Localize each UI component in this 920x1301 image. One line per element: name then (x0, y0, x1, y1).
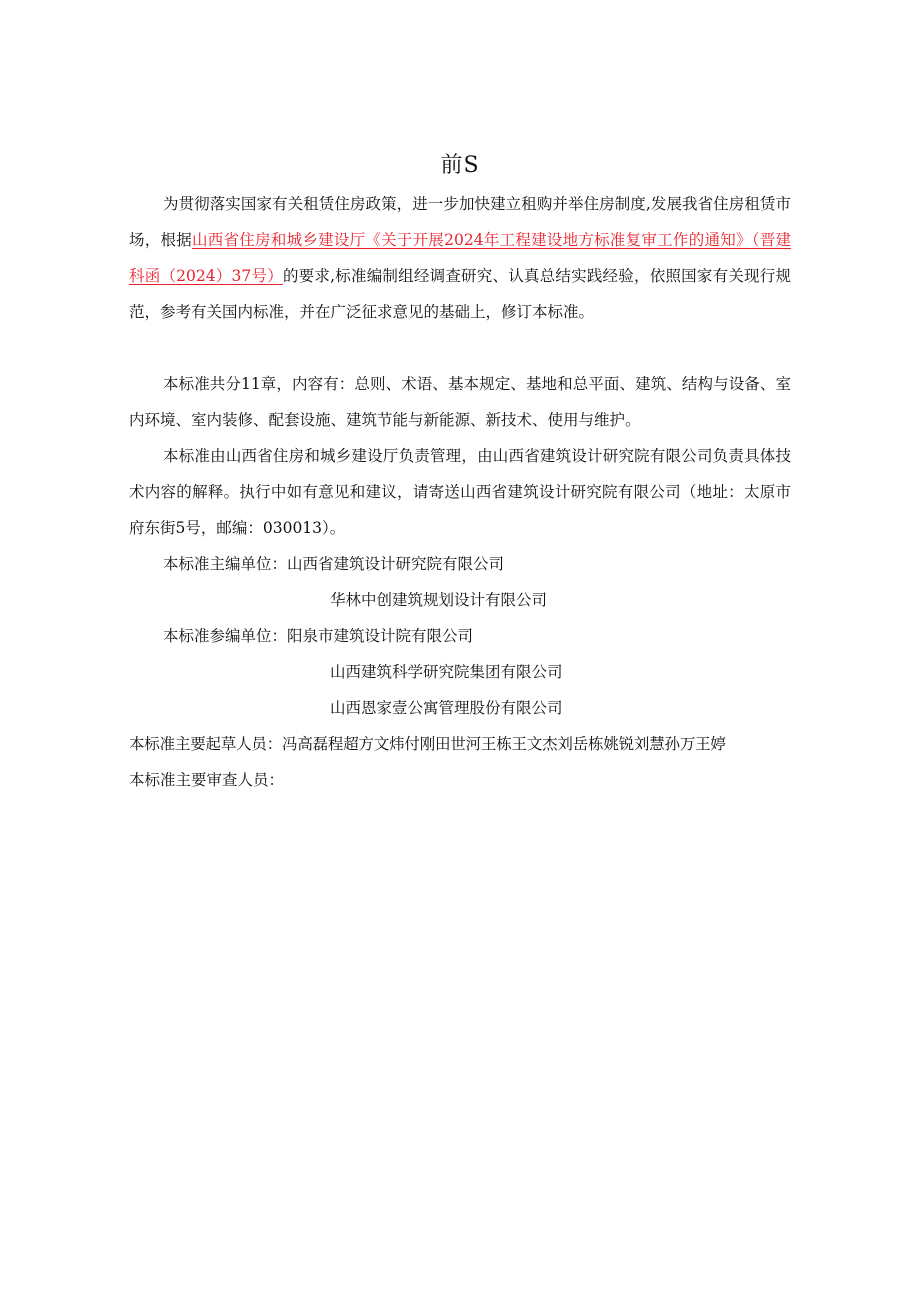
chief-unit-1: 山西省建筑设计研究院有限公司 (287, 555, 505, 573)
reviewers-row (129, 762, 284, 798)
participating-unit-1: 阳泉市建筑设计院有限公司 (287, 627, 474, 645)
preface-paragraph-1 (129, 186, 791, 330)
participating-unit-2: 山西建筑科学研究院集团有限公司 (330, 663, 563, 681)
drafters-label: 本标准主要起草人员： (129, 735, 283, 753)
preface-paragraph-2: 本标准共分11章，内容有：总则、术语、基本规定、基地和总平面、建筑、结构与设备、室内环境、室内装修、配套设施、建筑节能与新能源、新技术、使用与维护。 (129, 375, 791, 429)
participating-unit-3: 山西恩家壹公寓管理股份有限公司 (330, 699, 563, 717)
page-title: 前S (440, 153, 480, 178)
participating-units-row (163, 618, 473, 654)
drafters-names: 冯高磊程超方文炜付刚田世河王栋王文杰刘岳栋姚锐刘慧孙万王婷 (282, 735, 726, 753)
reviewers-label: 本标准主要审查人员： (129, 771, 285, 789)
paragraph-1-rest: 的要求,标准编制组经调查研究、认真总结实践经验，依照国家有关现行规范，参考有关国内标准，并在广泛征求意见的基础上，修订本标准。 (129, 267, 791, 321)
drafters-row (129, 726, 726, 762)
chief-unit-2: 华林中创建筑规划设计有限公司 (330, 591, 548, 609)
referenced-notice-link[interactable]: 山西省住房和城乡建设厅《关于开展2024年工程建设地方标准复审工作的通知》（晋建科函（2024）37号） (129, 231, 791, 285)
paragraph-1-intro: 为贯彻落实国家有关租赁住房政策，进一步加快建立租购并举住房制度,发展我省住房租赁市场，根据 (129, 195, 791, 249)
participating-units-label: 本标准参编单位： (163, 627, 288, 645)
preface-paragraph-3: 本标准由山西省住房和城乡建设厅负责管理，由山西省建筑设计研究院有限公司负责具体技术内容的解释。执行中如有意见和建议，请寄送山西省建筑设计研究院有限公司（地址：太原市府东街5号，邮编：030013）。 (129, 447, 791, 537)
chief-units-row (163, 546, 504, 582)
chief-units-label: 本标准主编单位： (163, 555, 288, 573)
